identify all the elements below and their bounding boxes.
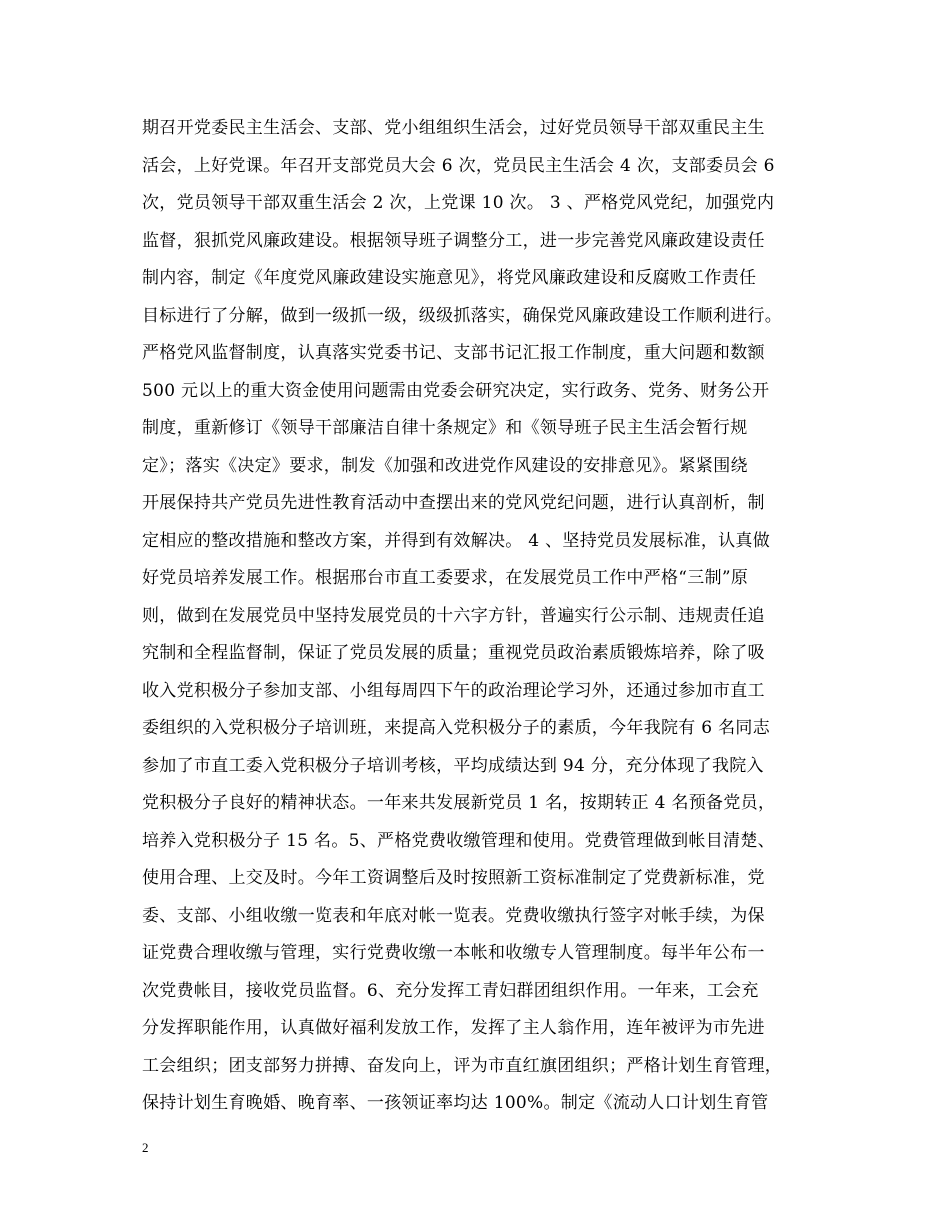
text-line: 证党费合理收缴与管理，实行党费收缴一本帐和收缴专人管理制度。每半年公布一 xyxy=(142,943,765,963)
text-line: 严格党风监督制度，认真落实党委书记、支部书记汇报工作制度，重大问题和数额 xyxy=(142,343,765,363)
text-line: 次，党员领导干部双重生活会 2 次，上党课 10 次。 3 、严格党风党纪，加强党内 xyxy=(142,193,775,213)
text-line: 委、支部、小组收缴一览表和年底对帐一览表。党费收缴执行签字对帐手续，为保 xyxy=(142,905,765,926)
text-line: 制内容，制定《年度党风廉政建设实施意见》，将党风廉政建设和反腐败工作责任 xyxy=(142,268,757,288)
text-line: 活会，上好党课。年召开支部党员大会 6 次，党员民主生活会 4 次，支部委员会 6 xyxy=(142,155,775,176)
text-line: 则，做到在发展党员中坚持发展党员的十六字方针，普遍实行公示制、违规责任追 xyxy=(142,605,765,626)
text-line: 次党费帐目，接收党员监督。6、充分发挥工青妇群团组织作用。一年来，工会充 xyxy=(142,980,759,1001)
text-line: 保持计划生育晚婚、晚育率、一孩领证率均达 100%。制定《流动人口计划生育管 xyxy=(142,1093,769,1113)
text-line: 究制和全程监督制，保证了党员发展的质量；重视党员政治素质锻炼培养，除了吸 xyxy=(142,643,765,663)
text-line: 制度，重新修订《领导干部廉洁自律十条规定》和《领导班子民主生活会暂行规 xyxy=(142,418,748,438)
text-line: 培养入党积极分子 15 名。5、严格党费收缴管理和使用。党费管理做到帐目清楚、 xyxy=(142,830,775,851)
text-line: 分发挥职能作用，认真做好福利发放工作，发挥了主人翁作用，连年被评为市先进 xyxy=(142,1018,765,1038)
text-line: 收入党积极分子参加支部、小组每周四下午的政治理论学习外，还通过参加市直工 xyxy=(142,680,765,701)
text-line: 党积极分子良好的精神状态。一年来共发展新党员 1 名，按期转正 4 名预备党员， xyxy=(142,793,776,813)
page-number: 2 xyxy=(142,1140,149,1155)
text-line: 定相应的整改措施和整改方案，并得到有效解决。 4 、坚持党员发展标准，认真做 xyxy=(142,530,771,551)
text-line: 开展保持共产党员先进性教育活动中查摆出来的党风党纪问题，进行认真剖析，制 xyxy=(142,493,765,513)
text-line: 目标进行了分解，做到一级抓一级，级级抓落实，确保党风廉政建设工作顺利进行。 xyxy=(142,305,783,326)
text-line: 使用合理、上交及时。今年工资调整后及时按照新工资标准制定了党费新标准，党 xyxy=(142,868,765,888)
text-line: 委组织的入党积极分子培训班，来提高入党积极分子的素质，今年我院有 6 名同志 xyxy=(142,718,771,738)
text-line: 定》；落实《决定》要求，制发《加强和改进党作风建设的安排意见》。紧紧围绕 xyxy=(142,455,748,476)
text-line: 500 元以上的重大资金使用问题需由党委会研究决定，实行政务、党务、财务公开 xyxy=(142,380,770,401)
text-line: 工会组织；团支部努力拼搏、奋发向上，评为市直红旗团组织；严格计划生育管理， xyxy=(142,1055,783,1076)
text-line: 参加了市直工委入党积极分子培训考核，平均成绩达到 94 分，充分体现了我院入 xyxy=(142,755,764,776)
text-line: 期召开党委民主生活会、支部、党小组组织生活会，过好党员领导干部双重民主生 xyxy=(142,118,765,138)
text-line: 监督，狠抓党风廉政建设。根据领导班子调整分工，进一步完善党风廉政建设责任 xyxy=(142,230,765,251)
body-text xyxy=(142,110,822,1123)
text-line: 好党员培养发展工作。根据邢台市直工委要求，在发展党员工作中严格“三制”原 xyxy=(142,568,749,588)
